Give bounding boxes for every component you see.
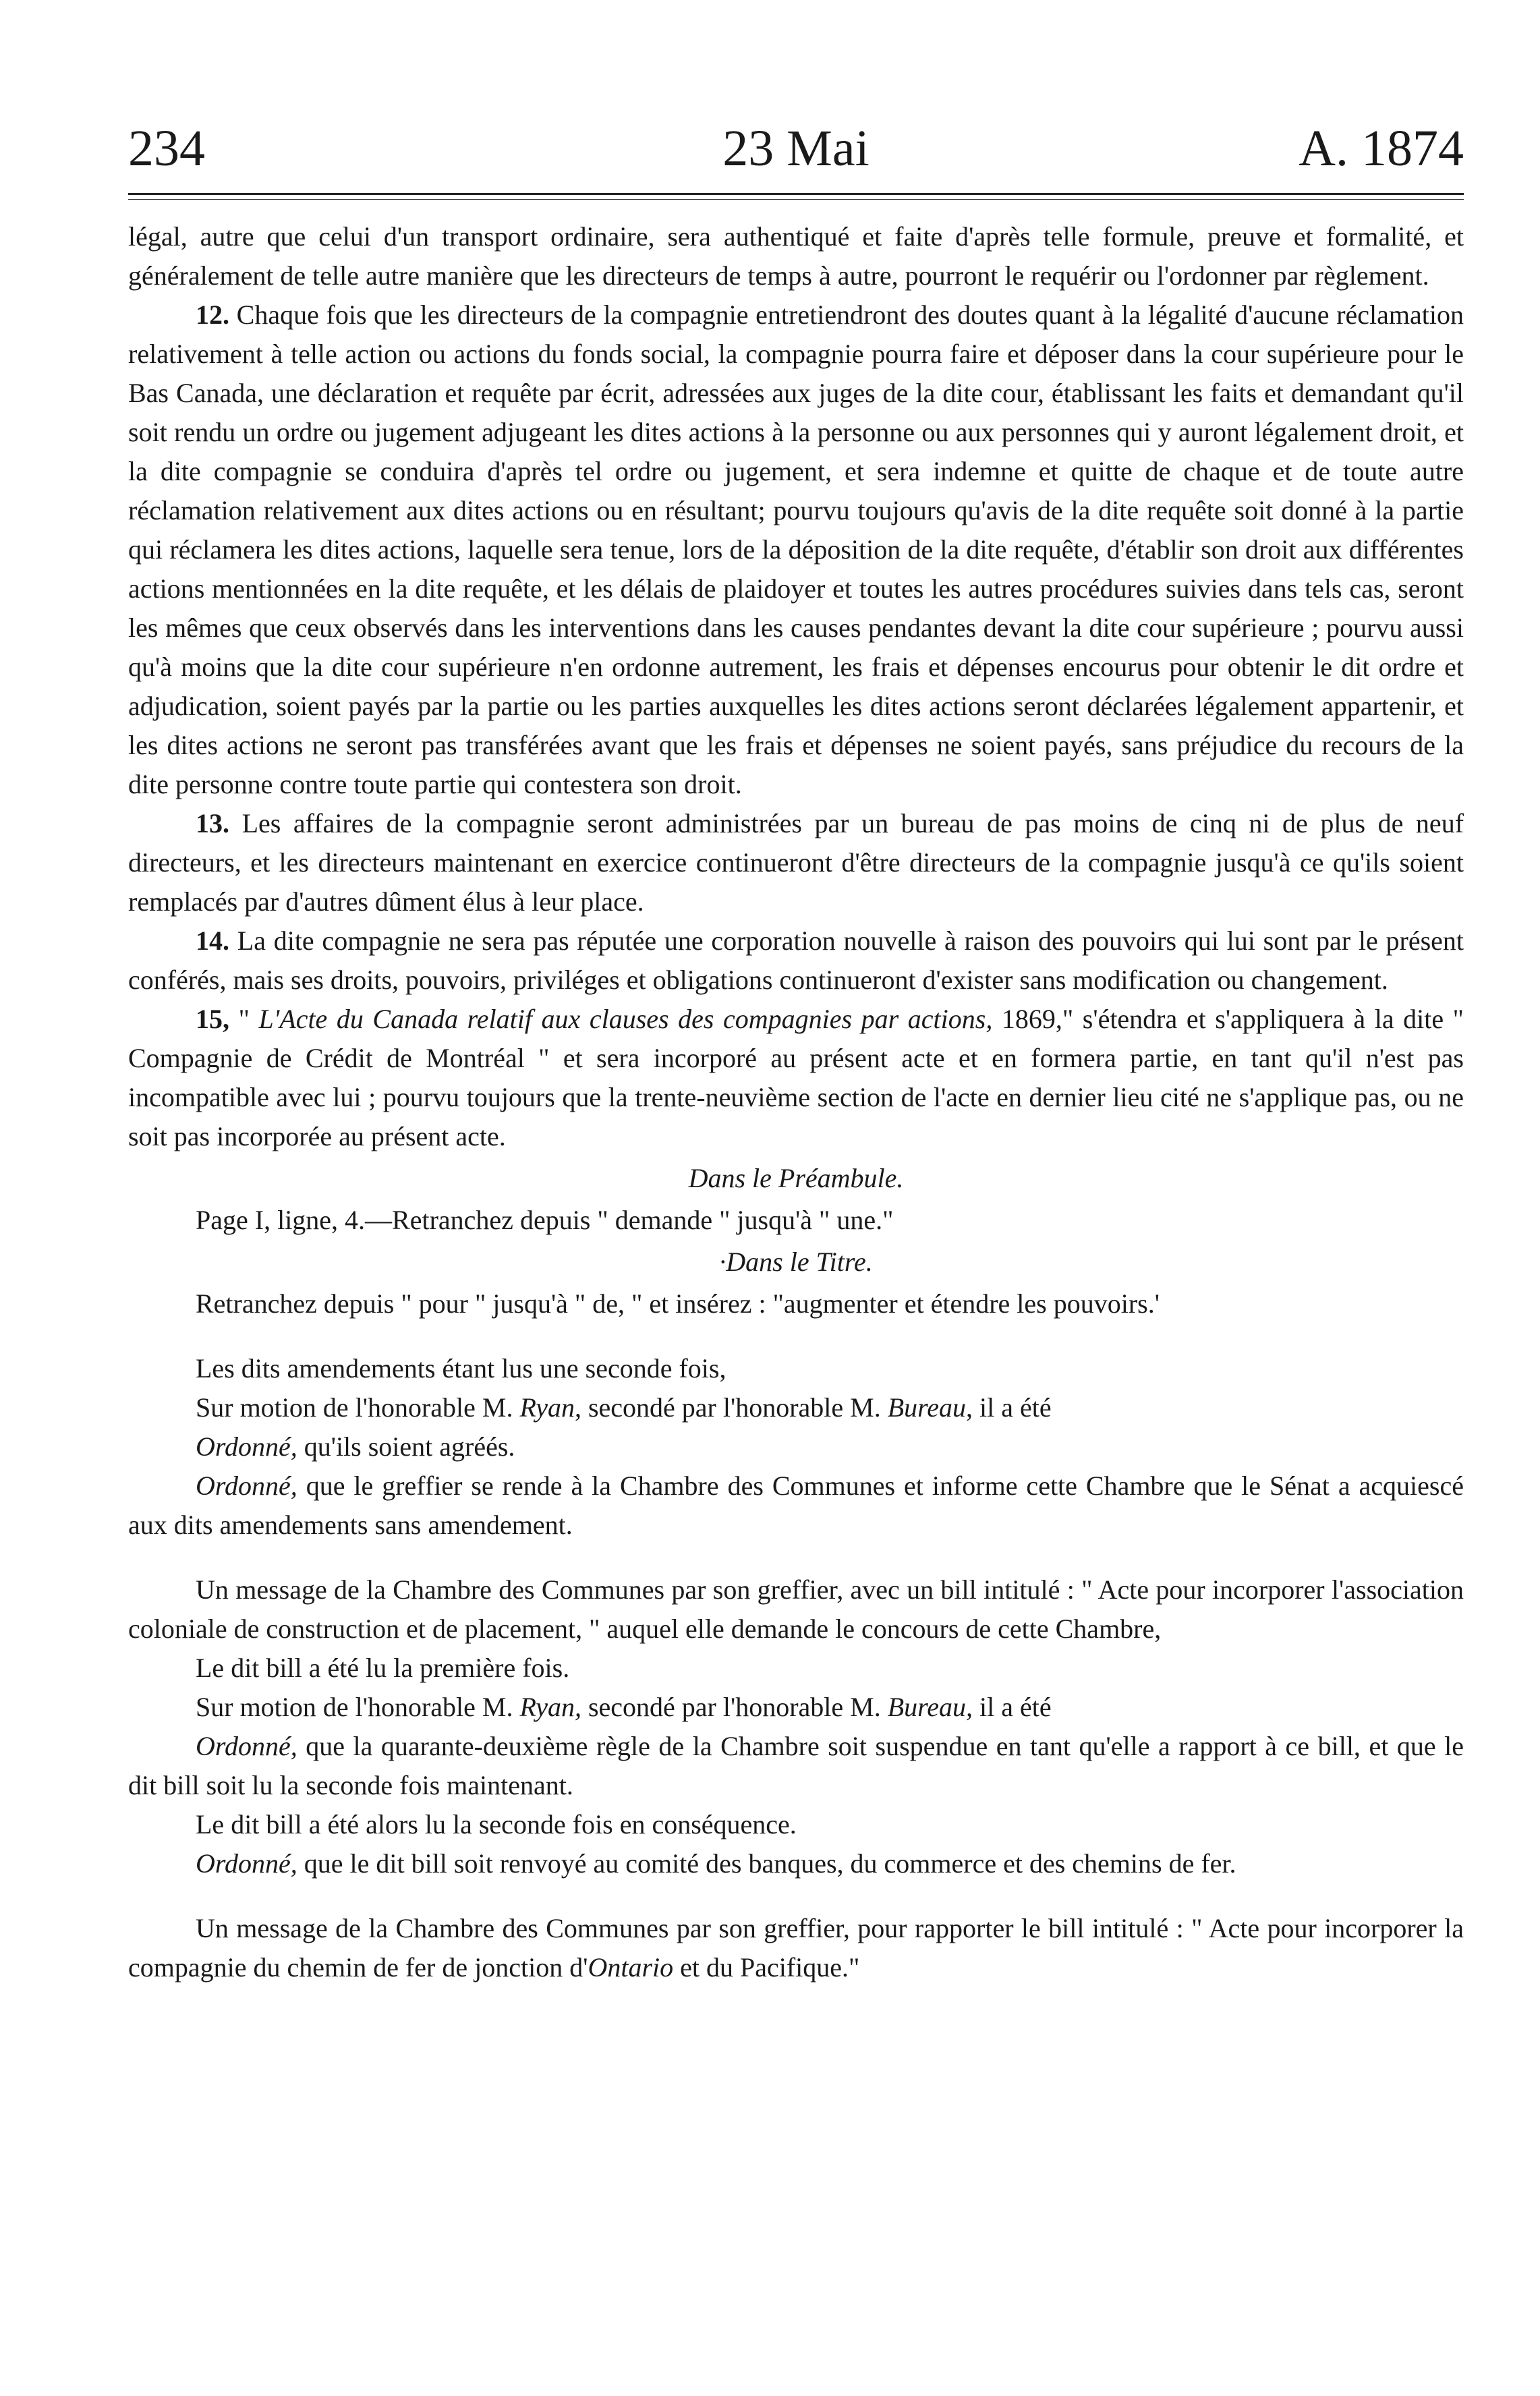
message-text: Un message de la Chambre des Communes par son greffier, pour rapporter le bill intitulé : " Acte pour incorporer la compagnie du chemin de fer de jonction d' <box>128 1913 1464 1983</box>
order-text: que le dit bill soit renvoyé au comité des banques, du commerce et des chemins de fer. <box>297 1848 1236 1879</box>
motion-text: secondé par l'honorable M. <box>581 1692 888 1722</box>
motion-line <box>128 1688 1464 1727</box>
document-page <box>128 101 1464 1987</box>
header-year: A. 1874 <box>1299 120 1464 177</box>
motion-text: Sur motion de l'honorable M. <box>196 1692 520 1722</box>
page-header <box>128 101 1464 182</box>
spacer <box>128 1545 1464 1570</box>
order-line <box>128 1466 1464 1545</box>
section-15 <box>128 1000 1464 1156</box>
section-number: 14. <box>196 925 229 956</box>
ordonne-label: Ordonné, <box>196 1731 297 1761</box>
preamble-amendment: Page I, ligne, 4.—Retranchez depuis " demande " jusqu'à " une." <box>196 1205 894 1235</box>
spacer <box>128 1323 1464 1349</box>
section-number: 13. <box>196 808 229 838</box>
section-text: Les affaires de la compagnie seront administrées par un bureau de pas moins de cinq ni de plus de neuf directeurs, et les directeurs maintenant en exercice continueront d'être directeurs de la compagnie jusqu'à ce qu'ils soient remplacés par d'autres dûment élus à leur place. <box>128 808 1464 917</box>
motion-text: , secondé par l'honorable M. <box>574 1392 888 1423</box>
first-reading: Le dit bill a été lu la première fois. <box>196 1653 570 1683</box>
order-line <box>128 1427 1464 1466</box>
seconder-name: Bureau, <box>887 1692 973 1722</box>
header-rule <box>128 193 1464 200</box>
title-amendment: Retranchez depuis " pour " jusqu'à " de, " et insérez : "augmenter et étendre les pouvoirs.' <box>196 1288 1160 1319</box>
order-text: qu'ils soient agréés. <box>297 1431 515 1462</box>
section-14 <box>128 921 1464 1000</box>
order-text: que le greffier se rende à la Chambre des Communes et informe cette Chambre que le Sénat a acquiescé aux dits amendements sans amendement. <box>128 1471 1464 1540</box>
second-reading: Le dit bill a été alors lu la seconde fois en conséquence. <box>196 1809 797 1839</box>
section-13 <box>128 804 1464 921</box>
message-paragraph <box>128 1909 1464 1987</box>
message-text: et du Pacifique." <box>673 1952 860 1983</box>
section-number: 12. <box>196 300 229 330</box>
motion-text: Sur motion de l'honorable M. <box>196 1392 520 1423</box>
order-line <box>128 1727 1464 1805</box>
act-title: L'Acte du Canada relatif aux clauses des compagnies par actions, <box>258 1004 993 1034</box>
motion-text: il a été <box>972 1692 1052 1722</box>
seconder-name: Bureau <box>887 1392 966 1423</box>
message-paragraph: Un message de la Chambre des Communes par son greffier, avec un bill intitulé : " Acte pour incorporer l'association coloniale de construction et de placement, " auquel elle demande le concours de cette Chambre, <box>128 1574 1464 1644</box>
motion-text: , il a été <box>965 1392 1052 1423</box>
order-line <box>128 1844 1464 1883</box>
header-date: 23 Mai <box>722 120 869 177</box>
mover-name: Ryan <box>519 1392 575 1423</box>
quote-mark: " <box>238 1004 250 1034</box>
amendments-read: Les dits amendements étant lus une seconde fois, <box>196 1353 726 1384</box>
ordonne-label: Ordonné, <box>196 1471 297 1501</box>
section-text: La dite compagnie ne sera pas réputée une corporation nouvelle à raison des pouvoirs qui lui sont par le présent conférés, mais ses droits, pouvoirs, priviléges et obligations continueront d'exister sans modification ou changement. <box>128 925 1464 995</box>
place-name: Ontario <box>588 1952 674 1983</box>
ordonne-label: Ordonné, <box>196 1431 297 1462</box>
section-number: 15, <box>196 1004 229 1034</box>
motion-line <box>128 1388 1464 1427</box>
order-text: que la quarante-deuxième règle de la Chambre soit suspendue en tant qu'elle a rapport à ce bill, et que le dit bill soit lu la seconde fois maintenant. <box>128 1731 1464 1800</box>
section-12 <box>128 295 1464 804</box>
spacer <box>128 1883 1464 1909</box>
section-text: 1869," s'étendra et s'appliquera à la dite " Compagnie de Crédit de Montréal " et sera incorporé au présent acte et en formera partie, en tant qu'il n'est pas incompatible avec lui ; pourvu toujours que la trente-neuvième section de l'acte en dernier lieu cité ne s'applique pas, ou ne soit pas incorporée au présent acte. <box>128 1004 1464 1151</box>
section-11-continuation: légal, autre que celui d'un transport ordinaire, sera authentiqué et faite d'après telle formule, preuve et formalité, et généralement de telle autre manière que les directeurs de temps à autre, pourront le requérir ou l'ordonner par règlement. <box>128 221 1464 291</box>
preamble-heading: Dans le Préambule. <box>688 1163 904 1193</box>
section-text: Chaque fois que les directeurs de la compagnie entretiendront des doutes quant à la légalité d'aucune réclamation relativement à telle action ou actions du fonds social, la compagnie pourra faire et déposer dans la cour supérieure pour le Bas Canada, une déclaration et requête par écrit, adressées aux juges de la dite cour, établissant les faits et demandant qu'il soit rendu un ordre ou jugement adjugeant les dites actions à la personne ou aux personnes qui y auront légalement droit, et la dite compagnie se conduira d'après tel ordre ou jugement, et sera indemne et quitte de chaque et de toute autre réclamation relativement aux dites actions ou en résultant; pourvu toujours qu'avis de la dite requête soit donné à la partie qui réclamera les dites actions, laquelle sera tenue, lors de la déposition de la dite requête, d'établir son droit aux différentes actions mentionnées en la dite requête, et les délais de plaidoyer et toutes les autres procédures suivies dans tels cas, seront les mêmes que ceux observés dans les interventions dans les causes pendantes devant la dite cour supérieure ; pourvu aussi qu'à moins que la dite cour supérieure n'en ordonne autrement, les frais et dépenses encourus pour obtenir le dit ordre et adjudication, soient payés par la partie ou les parties auxquelles les dites actions seront déclarées légalement appartenir, et les dites actions ne seront pas transférées avant que les frais et dépenses ne soient payés, sans préjudice du recours de la dite personne contre toute partie qui contestera son droit. <box>128 300 1464 799</box>
mover-name: Ryan, <box>519 1692 581 1722</box>
page-body <box>128 217 1464 1987</box>
title-heading: ·Dans le Titre. <box>719 1247 873 1277</box>
ordonne-label: Ordonné, <box>196 1848 297 1879</box>
page-number: 234 <box>128 120 205 177</box>
